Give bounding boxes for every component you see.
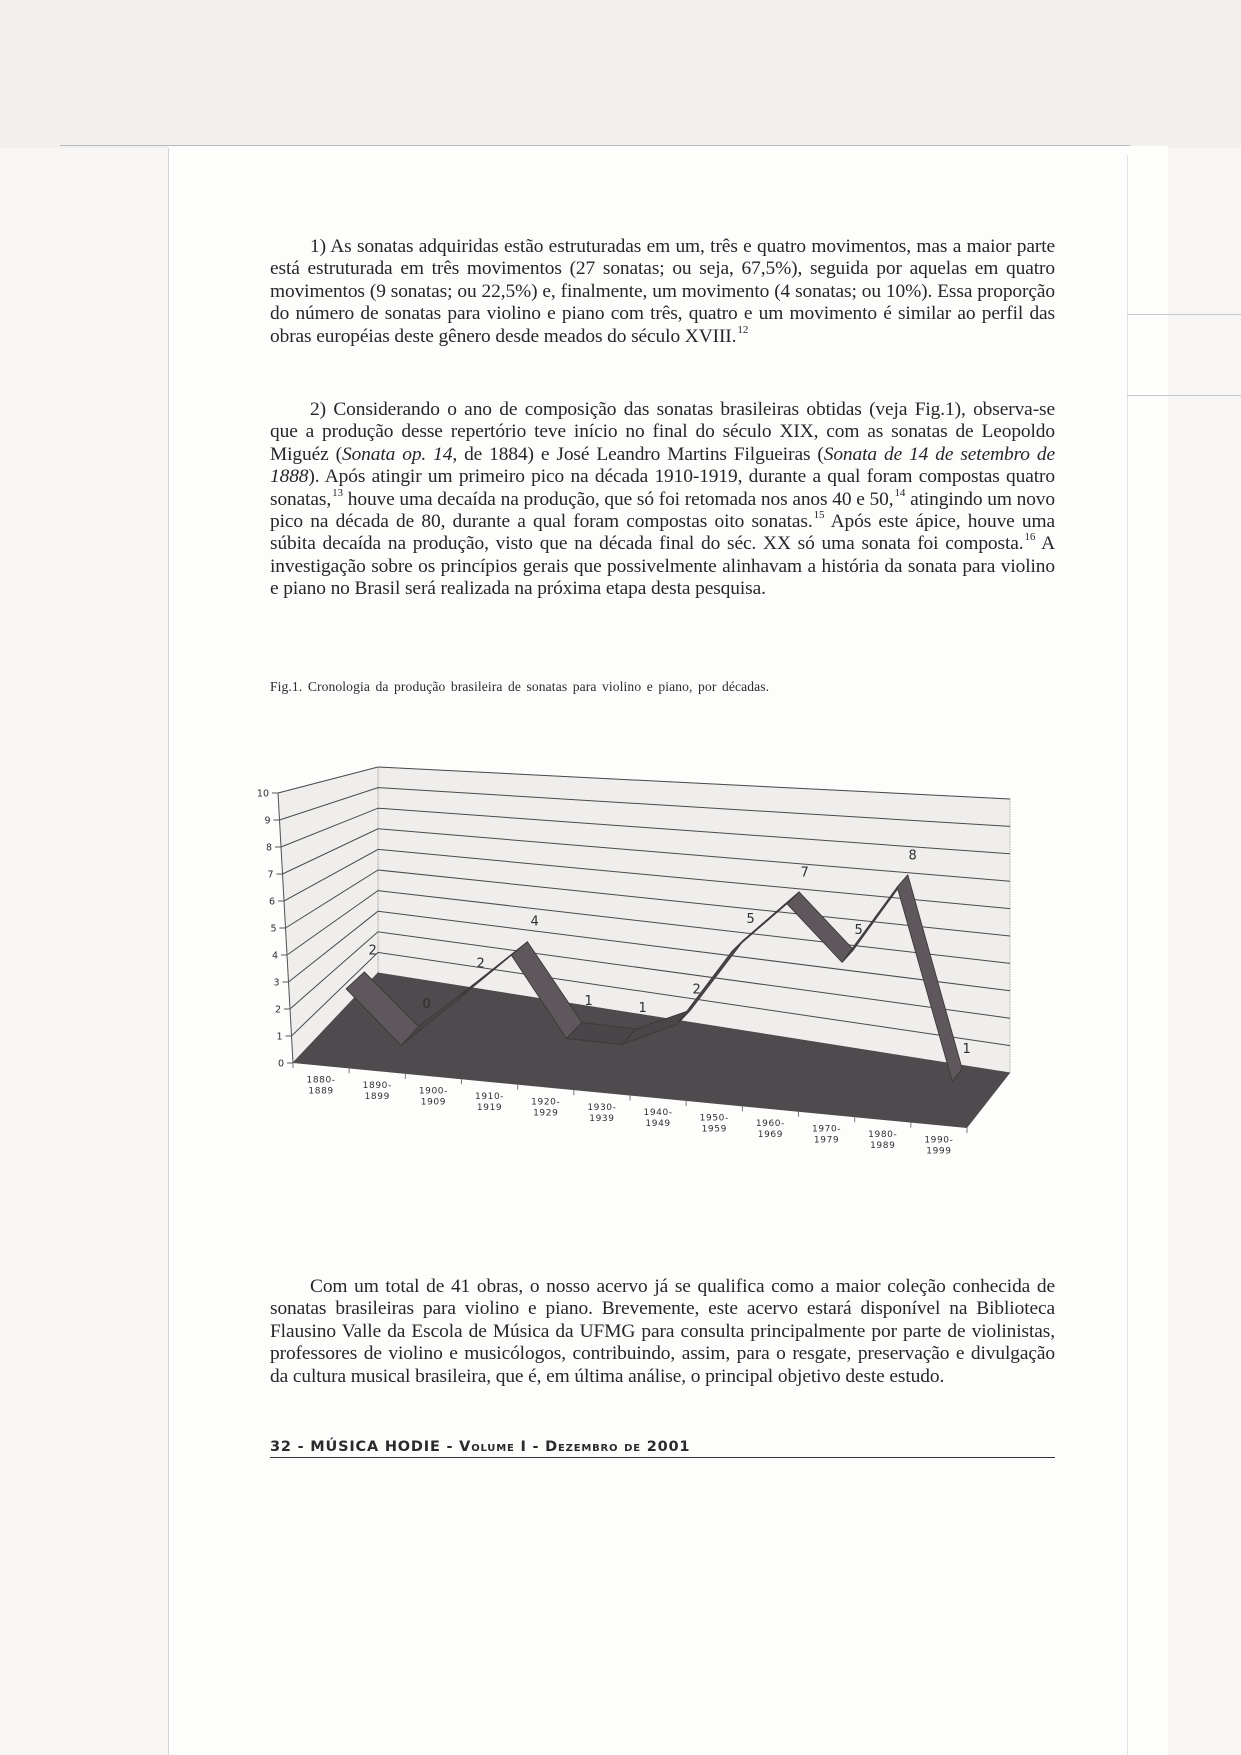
paragraph-2-text: houve uma decaída na produção, que só foi retomada nos anos 40 e 50, — [342, 488, 894, 510]
x-tick-label — [868, 1130, 897, 1151]
paragraph-3 — [270, 1276, 1055, 1388]
x-tick-label-line: 1949 — [645, 1119, 671, 1130]
x-tick-label-line: 1999 — [926, 1146, 952, 1157]
x-tick-label-line: 1950- — [699, 1113, 729, 1124]
y-tick-label: 3 — [273, 977, 280, 989]
x-tick-label — [531, 1097, 560, 1118]
footer-separator: - — [526, 1439, 546, 1455]
data-label: 1 — [584, 994, 593, 1010]
x-tick-label-line: 1920- — [531, 1097, 561, 1108]
x-tick-label-line: 1969 — [757, 1130, 784, 1141]
x-tick-label-line: 1970- — [812, 1124, 842, 1135]
paragraph-2-text: ). Após atingir um primeiro pico na década 1910-1919, durante a qual foram compostas quatro sonatas, — [270, 466, 1055, 510]
x-tick-label-line: 1939 — [589, 1113, 615, 1124]
x-tick-label-line: 1959 — [701, 1124, 727, 1135]
paragraph-1 — [270, 236, 1055, 348]
x-tick-label-line: 1880- — [306, 1075, 336, 1086]
work-title: Sonata de 14 de setembro de 1888 — [270, 443, 1055, 488]
x-tick-label-line: 1979 — [813, 1135, 840, 1146]
x-tick-label — [812, 1124, 841, 1145]
x-tick-label-line: 1930- — [587, 1102, 617, 1113]
chart — [240, 750, 1040, 1157]
x-tick-label — [924, 1135, 953, 1156]
x-tick-label — [307, 1076, 336, 1097]
data-label: 1 — [962, 1042, 971, 1058]
x-tick-label-line: 1909 — [420, 1097, 447, 1108]
x-tick-label-line: 1929 — [533, 1108, 559, 1119]
x-tick-label — [700, 1114, 729, 1135]
data-label: 1 — [638, 1000, 647, 1016]
x-tick-label — [363, 1081, 392, 1102]
footer-separator: - — [291, 1439, 311, 1455]
paragraph-2-text: 2) Considerando o ano de composição das sonatas brasileiras obtidas (veja Fig.1), observa-se que a produção desse repertório teve início no final do século XIX, com as sonatas de Leopoldo Miguéz ( — [270, 399, 1055, 465]
paragraph-2-text: Após este ápice, houve uma súbita decaída na produção, visto que na década final do séc. XX só uma sonata foi composta. — [270, 511, 1055, 555]
x-tick-label-line: 1980- — [868, 1129, 898, 1140]
x-tick-label-line: 1919 — [476, 1102, 503, 1113]
margin-mark — [1127, 314, 1241, 315]
y-tick-label: 0 — [277, 1058, 284, 1070]
data-label: 7 — [800, 865, 809, 881]
footnote-ref: 16 — [1024, 531, 1036, 544]
x-tick-label — [587, 1103, 616, 1124]
data-label: 8 — [908, 848, 917, 864]
y-tick-label: 1 — [276, 1031, 283, 1043]
x-tick-label-line: 1910- — [475, 1091, 505, 1102]
x-tick-label — [644, 1108, 673, 1129]
y-tick-label: 9 — [264, 815, 271, 827]
y-tick-label: 7 — [267, 869, 274, 881]
y-tick-label: 10 — [256, 788, 269, 800]
scan-background — [0, 0, 1241, 148]
y-tick-label: 2 — [274, 1004, 281, 1016]
paragraph-3-text: Com um total de 41 obras, o nosso acervo já se qualifica como a maior coleção conhecida de sonatas brasileiras para violino e piano. Brevemente, este acervo estará disponível na Biblioteca Flausino Valle da Escola de Música da UFMG para consulta principalmente por parte de violinistas, professores de violino e musicólogos, contribuindo, assim, para o resgate, preservação e divulgação da cultura musical brasileira, que é, em última análise, o principal objetivo deste estudo. — [270, 1276, 1055, 1387]
x-tick-label-line: 1890- — [362, 1081, 392, 1092]
footnote-ref: 15 — [813, 509, 825, 522]
y-tick-label: 8 — [265, 842, 272, 854]
y-tick-label: 4 — [271, 950, 278, 962]
x-tick-label — [419, 1087, 448, 1108]
footnote-ref: 14 — [894, 486, 906, 499]
footnote-ref: 12 — [737, 323, 749, 336]
y-tick-label: 6 — [268, 896, 275, 908]
paragraph-2-text: de 1884) e José Leandro Martins Filgueiras ( — [457, 443, 824, 465]
x-tick-label — [756, 1119, 785, 1140]
data-label: 5 — [746, 912, 755, 928]
x-tick-label-line: 1990- — [924, 1135, 954, 1146]
x-tick-label-line: 1900- — [418, 1086, 448, 1097]
data-label: 2 — [692, 982, 701, 998]
x-tick-label-line: 1940- — [643, 1108, 673, 1119]
issue-date: Dezembro de 2001 — [545, 1439, 691, 1455]
page-left-edge — [168, 148, 169, 1755]
x-tick-label-line: 1889 — [308, 1086, 334, 1097]
footer-separator: - — [440, 1439, 460, 1455]
paragraph-2-text: A investigação sobre os princípios gerais que possivelmente alinhavam a história da sonata para violino e piano no Brasil será realizada na próxima etapa desta pesquisa. — [270, 533, 1055, 600]
data-label: 2 — [368, 943, 377, 959]
paragraph-2 — [270, 399, 1055, 601]
x-tick-label-line: 1899 — [364, 1092, 390, 1103]
paragraph-1-text: 1) As sonatas adquiridas estão estruturadas em um, três e quatro movimentos, mas a maior parte está estruturada em três movimentos (27 sonatas; ou seja, 67,5%), seguida por aquelas em quatro movimentos (9 sonatas; ou 22,5%) e, finalmente, um movimento (4 sonatas; ou 10%). Essa proporção do número de sonatas para violino e piano com três, quatro e um movimento é similar ao perfil das obras européias deste gênero desde meados do século XVIII. — [270, 236, 1055, 347]
paragraph-2-text: atingindo um novo pico na década de 80, durante a qual foram compostas oito sonatas. — [270, 488, 1055, 533]
x-tick-label — [475, 1092, 504, 1113]
page-number: 32 — [270, 1439, 292, 1455]
journal-name: MÚSICA HODIE — [310, 1439, 441, 1455]
data-label: 5 — [854, 922, 863, 938]
y-tick-label: 5 — [270, 923, 277, 935]
data-label: 2 — [476, 956, 485, 972]
data-label: 0 — [422, 997, 431, 1013]
x-tick-label-line: 1989 — [870, 1140, 896, 1151]
figure-caption: Fig.1. Cronologia da produção brasileira de sonatas para violino e piano, por décadas. — [270, 679, 770, 694]
chart-svg — [240, 750, 1040, 1157]
x-tick-label-line: 1960- — [755, 1119, 785, 1130]
footnote-ref: 13 — [332, 486, 343, 499]
volume-label: Volume I — [459, 1439, 527, 1455]
margin-mark — [1127, 395, 1241, 396]
work-title: Sonata op. 14, — [341, 443, 458, 465]
data-label: 4 — [530, 914, 539, 930]
page-footer — [270, 1439, 1055, 1458]
page-top-edge — [60, 145, 1130, 146]
